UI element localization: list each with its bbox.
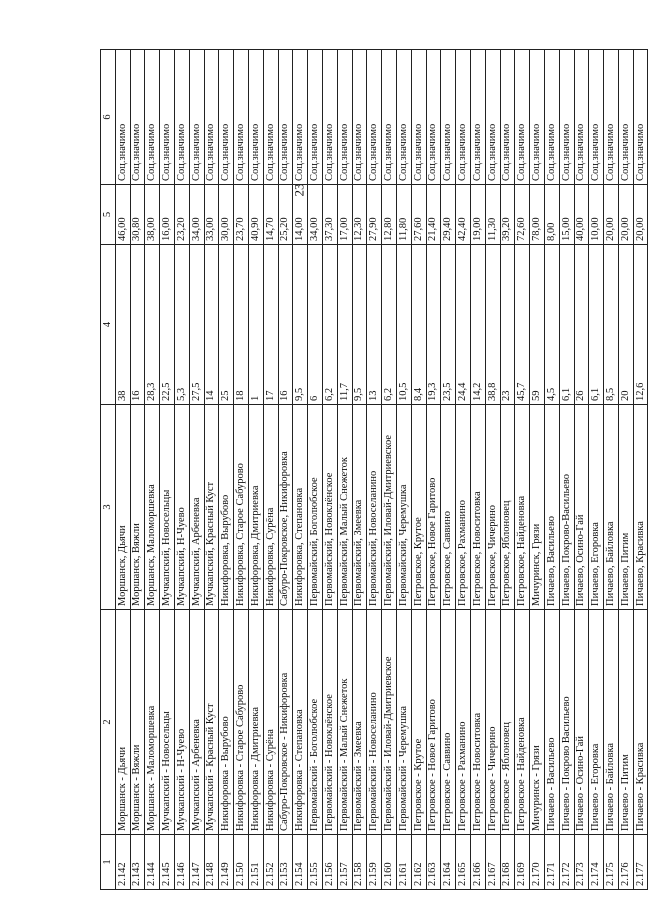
distance-cell: 9,5 xyxy=(293,245,308,405)
status-cell: Соц.значимо xyxy=(278,50,293,185)
route-name-cell: Пичаево - Питим xyxy=(618,610,633,835)
route-endpoints-cell: Первомайский, Боголюбское xyxy=(308,405,323,610)
fare-cell: 10,00 xyxy=(589,185,604,245)
status-cell: Соц.значимо xyxy=(219,50,234,185)
fare-cell: 46,00 xyxy=(115,185,130,245)
route-number-cell: 2.173 xyxy=(574,835,589,890)
table-row xyxy=(278,50,293,890)
distance-cell: 16 xyxy=(130,245,145,405)
status-cell: Соц.значимо xyxy=(160,50,175,185)
route-number-cell: 2.166 xyxy=(470,835,485,890)
distance-cell: 14,2 xyxy=(470,245,485,405)
table-row xyxy=(145,50,160,890)
route-number-cell: 2.150 xyxy=(234,835,249,890)
route-name-cell: Петровское - Яблоновец xyxy=(500,610,515,835)
route-name-cell: Первомайский - Иловай-Дмитриевское xyxy=(382,610,397,835)
route-endpoints-cell: Никифоровка, Дмитриевка xyxy=(248,405,263,610)
route-name-cell: Первомайский - Малый Снежеток xyxy=(337,610,352,835)
distance-cell: 23 xyxy=(500,245,515,405)
table-row xyxy=(115,50,130,890)
status-cell: Соц.значимо xyxy=(352,50,367,185)
route-name-cell: Первомайский - Черемушка xyxy=(396,610,411,835)
status-cell: Соц.значимо xyxy=(189,50,204,185)
fare-cell: 33,00 xyxy=(204,185,219,245)
status-cell: Соц.значимо xyxy=(396,50,411,185)
distance-cell: 28,3 xyxy=(145,245,160,405)
status-cell: Соц.значимо xyxy=(618,50,633,185)
route-number-cell: 2.149 xyxy=(219,835,234,890)
table-row xyxy=(248,50,263,890)
route-number-cell: 2.170 xyxy=(530,835,545,890)
table-row xyxy=(618,50,633,890)
distance-cell: 16 xyxy=(278,245,293,405)
fare-cell: 40,90 xyxy=(248,185,263,245)
route-endpoints-cell: Петровское, Чичерино xyxy=(485,405,500,610)
route-number-cell: 2.161 xyxy=(396,835,411,890)
distance-cell: 8,5 xyxy=(604,245,619,405)
status-cell: Соц.значимо xyxy=(337,50,352,185)
fare-cell: 37,30 xyxy=(322,185,337,245)
route-name-cell: Петровское - Новое Гаритово xyxy=(426,610,441,835)
fare-cell: 12,30 xyxy=(352,185,367,245)
route-endpoints-cell: Мучкапский, Новосельцы xyxy=(160,405,175,610)
status-cell: Соц.значимо xyxy=(234,50,249,185)
header-cell: 4 xyxy=(101,245,116,405)
route-number-cell: 2.156 xyxy=(322,835,337,890)
route-endpoints-cell: Петровское, Крутое xyxy=(411,405,426,610)
fare-cell: 15,00 xyxy=(559,185,574,245)
status-cell: Соц.значимо xyxy=(530,50,545,185)
route-number-cell: 2.143 xyxy=(130,835,145,890)
route-name-cell: Первомайский - Новоклёнское xyxy=(322,610,337,835)
distance-cell: 18 xyxy=(234,245,249,405)
page-number: 23 xyxy=(291,183,307,197)
distance-cell: 6,1 xyxy=(559,245,574,405)
distance-cell: 19,3 xyxy=(426,245,441,405)
header-cell: 3 xyxy=(101,405,116,610)
status-cell: Соц.значимо xyxy=(204,50,219,185)
table-row xyxy=(367,50,382,890)
table-row xyxy=(189,50,204,890)
fare-cell: 20,00 xyxy=(618,185,633,245)
fare-cell: 38,00 xyxy=(145,185,160,245)
route-number-cell: 2.163 xyxy=(426,835,441,890)
fare-cell: 42,40 xyxy=(456,185,471,245)
distance-cell: 45,7 xyxy=(515,245,530,405)
route-name-cell: Никифоровка - Сурёна xyxy=(263,610,278,835)
route-endpoints-cell: Моршанск, Дьячи xyxy=(115,405,130,610)
route-name-cell: Петровское - Рахманино xyxy=(456,610,471,835)
fare-cell: 39,20 xyxy=(500,185,515,245)
table-row xyxy=(456,50,471,890)
route-number-cell: 2.155 xyxy=(308,835,323,890)
table-row xyxy=(633,50,648,890)
fare-cell: 23,70 xyxy=(234,185,249,245)
route-name-cell: Мучкапский - Арбеневка xyxy=(189,610,204,835)
distance-cell: 6 xyxy=(308,245,323,405)
distance-cell: 23,5 xyxy=(441,245,456,405)
table-body xyxy=(115,50,648,890)
route-number-cell: 2.176 xyxy=(618,835,633,890)
route-endpoints-cell: Мучкапский, Красный Куст xyxy=(204,405,219,610)
route-name-cell: Пичаево - Осино-Гай xyxy=(574,610,589,835)
route-number-cell: 2.144 xyxy=(145,835,160,890)
status-cell: Соц.значимо xyxy=(322,50,337,185)
distance-cell: 59 xyxy=(530,245,545,405)
status-cell: Соц.значимо xyxy=(248,50,263,185)
route-endpoints-cell: Никифоровка, Сурёна xyxy=(263,405,278,610)
status-cell: Соц.значимо xyxy=(411,50,426,185)
route-endpoints-cell: Петровское, Новое Гаритово xyxy=(426,405,441,610)
route-name-cell: Петровское - Чичерино xyxy=(485,610,500,835)
route-name-cell: Петровское - Саввино xyxy=(441,610,456,835)
route-name-cell: Никифоровка - Степановка xyxy=(293,610,308,835)
route-name-cell: Первомайский - Боголюбское xyxy=(308,610,323,835)
route-endpoints-cell: Первомайский, Малый Снежеток xyxy=(337,405,352,610)
status-cell: Соц.значимо xyxy=(308,50,323,185)
table-row xyxy=(589,50,604,890)
route-name-cell: Моршанск - Вяжли xyxy=(130,610,145,835)
route-number-cell: 2.164 xyxy=(441,835,456,890)
table-row xyxy=(263,50,278,890)
distance-cell: 6,2 xyxy=(322,245,337,405)
distance-cell: 9,5 xyxy=(352,245,367,405)
distance-cell: 17 xyxy=(263,245,278,405)
route-number-cell: 2.154 xyxy=(293,835,308,890)
table-row xyxy=(574,50,589,890)
header-cell: 5 xyxy=(101,185,116,245)
status-cell: Соц.значимо xyxy=(130,50,145,185)
route-endpoints-cell: Первомайский, Иловай-Дмитриевское xyxy=(382,405,397,610)
fare-cell: 27,90 xyxy=(367,185,382,245)
status-cell: Соц.значимо xyxy=(515,50,530,185)
table-row xyxy=(544,50,559,890)
table-row xyxy=(160,50,175,890)
status-cell: Соц.значимо xyxy=(544,50,559,185)
table-row xyxy=(130,50,145,890)
fare-cell: 40,00 xyxy=(574,185,589,245)
fare-cell: 19,00 xyxy=(470,185,485,245)
table-row xyxy=(352,50,367,890)
table-row xyxy=(559,50,574,890)
status-cell: Соц.значимо xyxy=(604,50,619,185)
route-endpoints-cell: Мучкапский, Арбеневка xyxy=(189,405,204,610)
route-name-cell: Пичаево - Красивка xyxy=(633,610,648,835)
table-row xyxy=(470,50,485,890)
route-endpoints-cell: Никифоровка, Старое Сабурово xyxy=(234,405,249,610)
fare-cell: 29,40 xyxy=(441,185,456,245)
route-name-cell: Мучкапский - Н-Чуево xyxy=(174,610,189,835)
route-name-cell: Петровское - Крутое xyxy=(411,610,426,835)
status-cell: Соц.значимо xyxy=(633,50,648,185)
route-endpoints-cell: Петровское, Саввино xyxy=(441,405,456,610)
distance-cell: 5,3 xyxy=(174,245,189,405)
route-name-cell: Пичаево - Покрово Васильево xyxy=(559,610,574,835)
route-number-cell: 2.153 xyxy=(278,835,293,890)
route-name-cell: Никифоровка - Вырубово xyxy=(219,610,234,835)
table-row xyxy=(382,50,397,890)
route-number-cell: 2.160 xyxy=(382,835,397,890)
header-cell: 2 xyxy=(101,610,116,835)
table-row xyxy=(337,50,352,890)
route-endpoints-cell: Петровское, Яблоновец xyxy=(500,405,515,610)
status-cell: Соц.значимо xyxy=(382,50,397,185)
route-number-cell: 2.177 xyxy=(633,835,648,890)
route-endpoints-cell: Пичаево, Красивка xyxy=(633,405,648,610)
table-row xyxy=(234,50,249,890)
fare-cell: 11,30 xyxy=(485,185,500,245)
route-endpoints-cell: Мучкапский, Н-Чуево xyxy=(174,405,189,610)
route-endpoints-cell: Пичаево, Егоровка xyxy=(589,405,604,610)
status-cell: Соц.значимо xyxy=(500,50,515,185)
fare-cell: 23,20 xyxy=(174,185,189,245)
fare-cell: 14,70 xyxy=(263,185,278,245)
routes-table xyxy=(100,49,648,890)
route-number-cell: 2.147 xyxy=(189,835,204,890)
fare-cell: 8,00 xyxy=(544,185,559,245)
route-name-cell: Моршанск - Дьячи xyxy=(115,610,130,835)
route-endpoints-cell: Никифоровка, Степановка xyxy=(293,405,308,610)
fare-cell: 25,20 xyxy=(278,185,293,245)
route-endpoints-cell: Моршанск, Маломоршевка xyxy=(145,405,160,610)
route-number-cell: 2.142 xyxy=(115,835,130,890)
table-row xyxy=(604,50,619,890)
route-number-cell: 2.159 xyxy=(367,835,382,890)
route-number-cell: 2.146 xyxy=(174,835,189,890)
route-number-cell: 2.165 xyxy=(456,835,471,890)
route-endpoints-cell: Первомайский, Черемушка xyxy=(396,405,411,610)
route-number-cell: 2.152 xyxy=(263,835,278,890)
route-number-cell: 2.145 xyxy=(160,835,175,890)
status-cell: Соц.значимо xyxy=(174,50,189,185)
table-row xyxy=(530,50,545,890)
route-endpoints-cell: Первомайский, Змеевка xyxy=(352,405,367,610)
route-number-cell: 2.168 xyxy=(500,835,515,890)
route-number-cell: 2.162 xyxy=(411,835,426,890)
table-row xyxy=(293,50,308,890)
header-cell: 1 xyxy=(101,835,116,890)
table-row xyxy=(174,50,189,890)
route-endpoints-cell: Пичаево, Васильево xyxy=(544,405,559,610)
distance-cell: 38,8 xyxy=(485,245,500,405)
route-name-cell: Мичуринск - Грязи xyxy=(530,610,545,835)
distance-cell: 8,4 xyxy=(411,245,426,405)
table-row xyxy=(204,50,219,890)
route-name-cell: Петровское - Новоситовка xyxy=(470,610,485,835)
route-endpoints-cell: Петровское, Новоситовка xyxy=(470,405,485,610)
table-row xyxy=(441,50,456,890)
route-name-cell: Петровское - Найденовка xyxy=(515,610,530,835)
distance-cell: 4,5 xyxy=(544,245,559,405)
route-endpoints-cell: Моршанск, Вяжли xyxy=(130,405,145,610)
fare-cell: 30,00 xyxy=(219,185,234,245)
fare-cell: 30,80 xyxy=(130,185,145,245)
distance-cell: 25 xyxy=(219,245,234,405)
status-cell: Соц.значимо xyxy=(263,50,278,185)
route-name-cell: Сабуро-Покровское - Никифоровка xyxy=(278,610,293,835)
route-number-cell: 2.148 xyxy=(204,835,219,890)
distance-cell: 12,6 xyxy=(633,245,648,405)
status-cell: Соц.значимо xyxy=(574,50,589,185)
fare-cell: 20,00 xyxy=(633,185,648,245)
distance-cell: 38 xyxy=(115,245,130,405)
route-number-cell: 2.158 xyxy=(352,835,367,890)
table-row xyxy=(322,50,337,890)
fare-cell: 27,60 xyxy=(411,185,426,245)
fare-cell: 11,80 xyxy=(396,185,411,245)
status-cell: Соц.значимо xyxy=(589,50,604,185)
fare-cell: 17,00 xyxy=(337,185,352,245)
distance-cell: 11,7 xyxy=(337,245,352,405)
distance-cell: 6,2 xyxy=(382,245,397,405)
fare-cell: 72,60 xyxy=(515,185,530,245)
route-name-cell: Пичаево - Байловка xyxy=(604,610,619,835)
status-cell: Соц.значимо xyxy=(456,50,471,185)
route-number-cell: 2.174 xyxy=(589,835,604,890)
status-cell: Соц.значимо xyxy=(470,50,485,185)
route-number-cell: 2.167 xyxy=(485,835,500,890)
route-endpoints-cell: Первомайский, Новоселанино xyxy=(367,405,382,610)
route-number-cell: 2.151 xyxy=(248,835,263,890)
fare-cell: 20,00 xyxy=(604,185,619,245)
route-name-cell: Никифоровка - Старое Сабурово xyxy=(234,610,249,835)
distance-cell: 1 xyxy=(248,245,263,405)
route-number-cell: 2.171 xyxy=(544,835,559,890)
route-number-cell: 2.157 xyxy=(337,835,352,890)
route-name-cell: Мучкапский - Красный Куст xyxy=(204,610,219,835)
distance-cell: 14 xyxy=(204,245,219,405)
route-endpoints-cell: Первомайский, Новоклёнское xyxy=(322,405,337,610)
status-cell: Соц.значимо xyxy=(145,50,160,185)
distance-cell: 22,5 xyxy=(160,245,175,405)
fare-cell: 34,00 xyxy=(189,185,204,245)
route-name-cell: Мучкапский - Новосельцы xyxy=(160,610,175,835)
route-endpoints-cell: Пичаево, Покрово-Васильево xyxy=(559,405,574,610)
route-name-cell: Моршанск - Маломоршевка xyxy=(145,610,160,835)
route-name-cell: Никифоровка - Дмитриевка xyxy=(248,610,263,835)
status-cell: Соц.значимо xyxy=(293,50,308,185)
distance-cell: 13 xyxy=(367,245,382,405)
distance-cell: 6,1 xyxy=(589,245,604,405)
route-endpoints-cell: Пичаево, Осино-Гай xyxy=(574,405,589,610)
distance-cell: 24,4 xyxy=(456,245,471,405)
route-endpoints-cell: Пичаево, Питим xyxy=(618,405,633,610)
route-number-cell: 2.169 xyxy=(515,835,530,890)
routes-table-container xyxy=(100,50,646,890)
route-name-cell: Пичаево - Егоровка xyxy=(589,610,604,835)
table-row xyxy=(485,50,500,890)
fare-cell: 14,00 xyxy=(293,185,308,245)
status-cell: Соц.значимо xyxy=(441,50,456,185)
route-endpoints-cell: Сабуро-Покровское, Никифоровка xyxy=(278,405,293,610)
status-cell: Соц.значимо xyxy=(367,50,382,185)
status-cell: Соц.значимо xyxy=(559,50,574,185)
distance-cell: 27,5 xyxy=(189,245,204,405)
status-cell: Соц.значимо xyxy=(115,50,130,185)
table-row xyxy=(396,50,411,890)
table-row xyxy=(219,50,234,890)
table-row xyxy=(308,50,323,890)
status-cell: Соц.значимо xyxy=(485,50,500,185)
table-row xyxy=(515,50,530,890)
table-header-row xyxy=(101,50,116,890)
route-endpoints-cell: Никифоровка, Вырубово xyxy=(219,405,234,610)
table-row xyxy=(500,50,515,890)
route-endpoints-cell: Петровское, Рахманино xyxy=(456,405,471,610)
status-cell: Соц.значимо xyxy=(426,50,441,185)
distance-cell: 26 xyxy=(574,245,589,405)
header-cell: 6 xyxy=(101,50,116,185)
distance-cell: 20 xyxy=(618,245,633,405)
table-row xyxy=(411,50,426,890)
route-endpoints-cell: Пичаево, Байловка xyxy=(604,405,619,610)
fare-cell: 12,80 xyxy=(382,185,397,245)
route-number-cell: 2.172 xyxy=(559,835,574,890)
route-name-cell: Пичаево - Васильево xyxy=(544,610,559,835)
fare-cell: 78,00 xyxy=(530,185,545,245)
route-name-cell: Первомайский - Новоселанино xyxy=(367,610,382,835)
route-name-cell: Первомайский - Змеевка xyxy=(352,610,367,835)
route-endpoints-cell: Петровское, Найденовка xyxy=(515,405,530,610)
table-row xyxy=(426,50,441,890)
distance-cell: 10,5 xyxy=(396,245,411,405)
fare-cell: 34,00 xyxy=(308,185,323,245)
fare-cell: 21,40 xyxy=(426,185,441,245)
fare-cell: 16,00 xyxy=(160,185,175,245)
route-endpoints-cell: Мичуринск, Грязи xyxy=(530,405,545,610)
route-number-cell: 2.175 xyxy=(604,835,619,890)
